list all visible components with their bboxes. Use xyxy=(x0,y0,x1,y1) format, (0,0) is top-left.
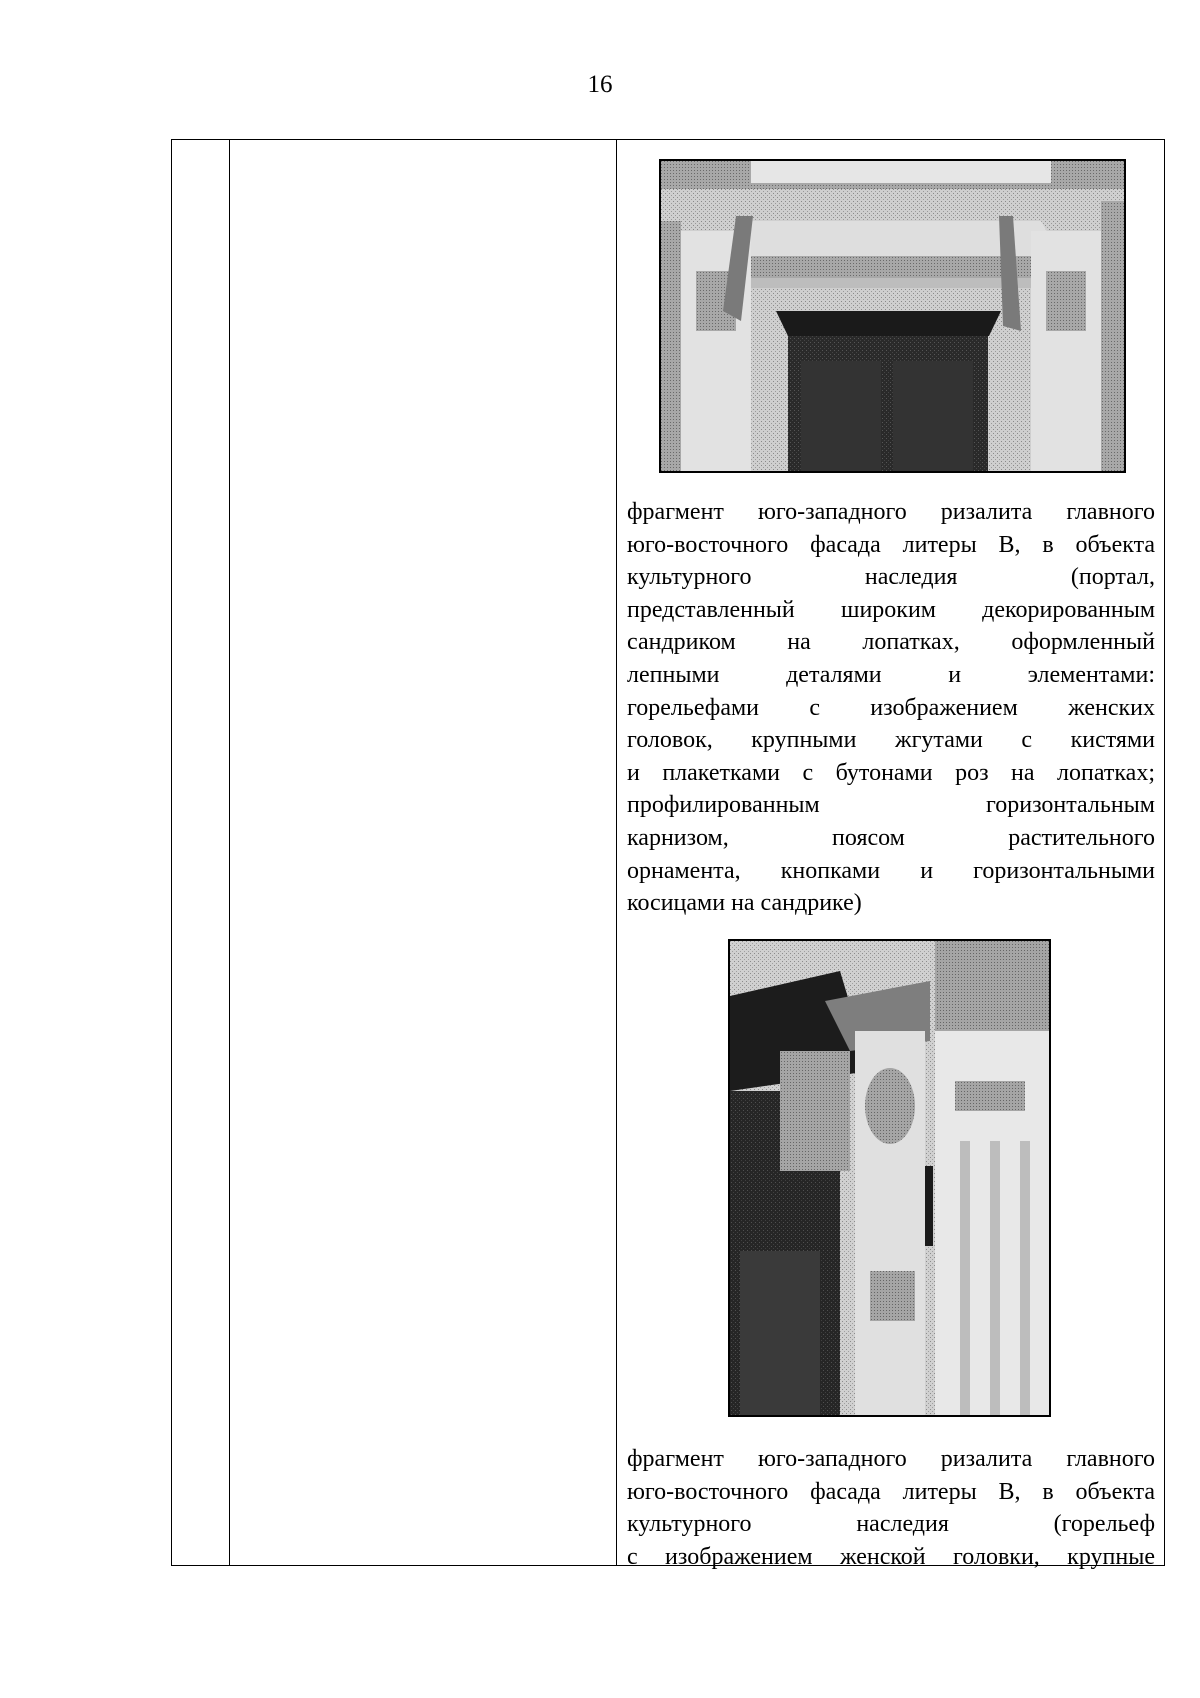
caption-line: представленный широким декорированным xyxy=(627,596,1155,623)
caption-line: горельефами с изображением женских xyxy=(627,694,1155,721)
caption-line: юго-восточного фасада литеры В, в объекта xyxy=(627,1478,1155,1505)
table-column-divider xyxy=(616,140,617,1565)
relief-photo xyxy=(728,939,1051,1417)
caption-line: с изображением женской головки, крупные xyxy=(627,1543,1155,1570)
caption-line: карнизом, поясом растительного xyxy=(627,824,1155,851)
caption-line: косицами на сандрике) xyxy=(627,890,862,917)
caption-line: культурного наследия (горельеф xyxy=(627,1511,1155,1538)
caption-line: профилированным горизонтальным xyxy=(627,792,1155,819)
caption-line: культурного наследия (портал, xyxy=(627,564,1155,591)
page-number: 16 xyxy=(587,71,613,98)
photo-caption xyxy=(627,1443,1155,1573)
caption-line: юго-восточного фасада литеры В, в объекта xyxy=(627,531,1155,558)
caption-line: орнамента, кнопками и горизонтальными xyxy=(627,857,1155,884)
caption-line: фрагмент юго-западного ризалита главного xyxy=(627,1446,1155,1472)
caption-line: сандриком на лопатках, оформленный xyxy=(627,629,1155,656)
portal-photo xyxy=(659,159,1126,473)
caption-line: и плакетками с бутонами роз на лопатках; xyxy=(627,759,1155,786)
photo-caption xyxy=(627,496,1155,920)
table-column-divider xyxy=(229,140,230,1565)
caption-line: лепными деталями и элементами: xyxy=(627,661,1155,688)
caption-line: головок, крупными жгутами с кистями xyxy=(627,727,1155,754)
caption-line: фрагмент юго-западного ризалита главного xyxy=(627,499,1155,525)
